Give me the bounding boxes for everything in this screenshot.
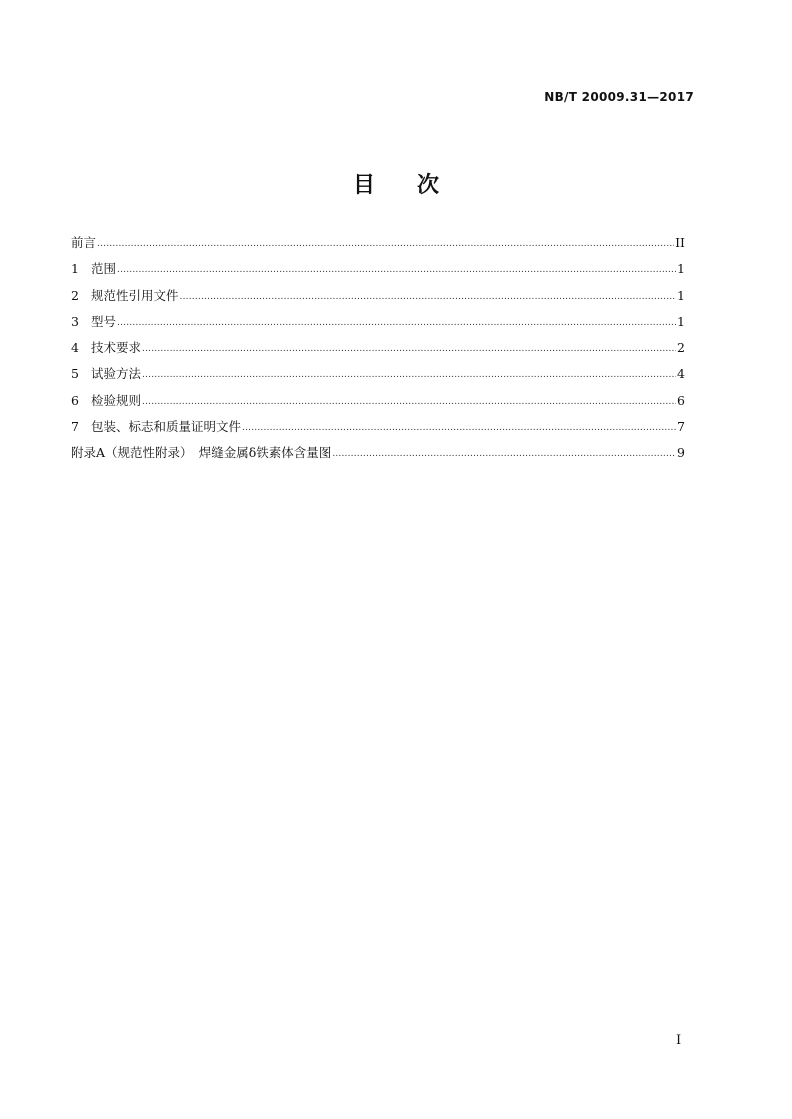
page-number: I xyxy=(676,1033,682,1048)
toc-entry-page: 9 xyxy=(677,445,685,461)
toc-entry-2[interactable] xyxy=(71,286,685,312)
toc-entry-text: 附录A（规范性附录） 焊缝金属δ铁素体含量图 xyxy=(71,445,332,461)
toc-entry-6[interactable] xyxy=(71,391,685,417)
toc-entry-number: 4 xyxy=(71,340,79,356)
toc-entry-number: 2 xyxy=(71,287,79,303)
toc-leader-dots xyxy=(117,260,676,280)
toc-entry-page: 1 xyxy=(677,313,685,329)
toc-title-char-1: 目 xyxy=(352,173,375,198)
toc-leader-dots xyxy=(332,444,676,464)
toc-leader-dots xyxy=(142,339,676,359)
toc-leader-dots xyxy=(142,392,676,412)
toc-leader-dots xyxy=(180,287,677,307)
toc-entry-page: 2 xyxy=(677,340,685,356)
toc-entry-4[interactable] xyxy=(71,338,685,364)
toc-entry-page: 1 xyxy=(677,261,685,277)
toc-title xyxy=(0,168,792,199)
toc-entry-page: 1 xyxy=(677,287,685,303)
toc-entry-text: 规范性引用文件 xyxy=(91,287,179,303)
document-code: NB/T 20009.31—2017 xyxy=(544,90,694,104)
toc-leader-dots xyxy=(242,418,676,438)
toc-entry-1[interactable] xyxy=(71,259,685,285)
toc-entry-number: 5 xyxy=(71,366,79,382)
toc-entry-7[interactable] xyxy=(71,417,685,443)
toc-entry-page: 4 xyxy=(677,366,685,382)
toc-entry-text: 试验方法 xyxy=(91,366,142,382)
toc-entry-3[interactable] xyxy=(71,312,685,338)
toc-entry-page: 7 xyxy=(677,419,685,435)
toc-entry-page: 6 xyxy=(677,392,685,408)
toc-entry-number: 7 xyxy=(71,419,79,435)
toc-entry-foreword[interactable] xyxy=(71,233,685,259)
toc-entry-page: II xyxy=(675,235,685,250)
toc-entry-text: 前言 xyxy=(71,235,97,250)
toc-entry-text: 型号 xyxy=(91,313,117,329)
toc-entry-text: 范围 xyxy=(91,261,117,277)
toc-entry-number: 3 xyxy=(71,313,79,329)
toc-entry-number: 6 xyxy=(71,392,79,408)
toc-entry-text: 包装、标志和质量证明文件 xyxy=(91,419,242,435)
table-of-contents xyxy=(71,233,685,470)
toc-entry-5[interactable] xyxy=(71,364,685,390)
toc-title-char-2: 次 xyxy=(417,173,440,198)
toc-entry-annex-a[interactable] xyxy=(71,443,685,469)
toc-leader-dots xyxy=(142,365,676,385)
toc-entry-text: 检验规则 xyxy=(91,392,142,408)
toc-leader-dots xyxy=(117,313,676,333)
toc-entry-number: 1 xyxy=(71,261,79,277)
toc-leader-dots xyxy=(97,234,674,254)
toc-entry-text: 技术要求 xyxy=(91,340,142,356)
